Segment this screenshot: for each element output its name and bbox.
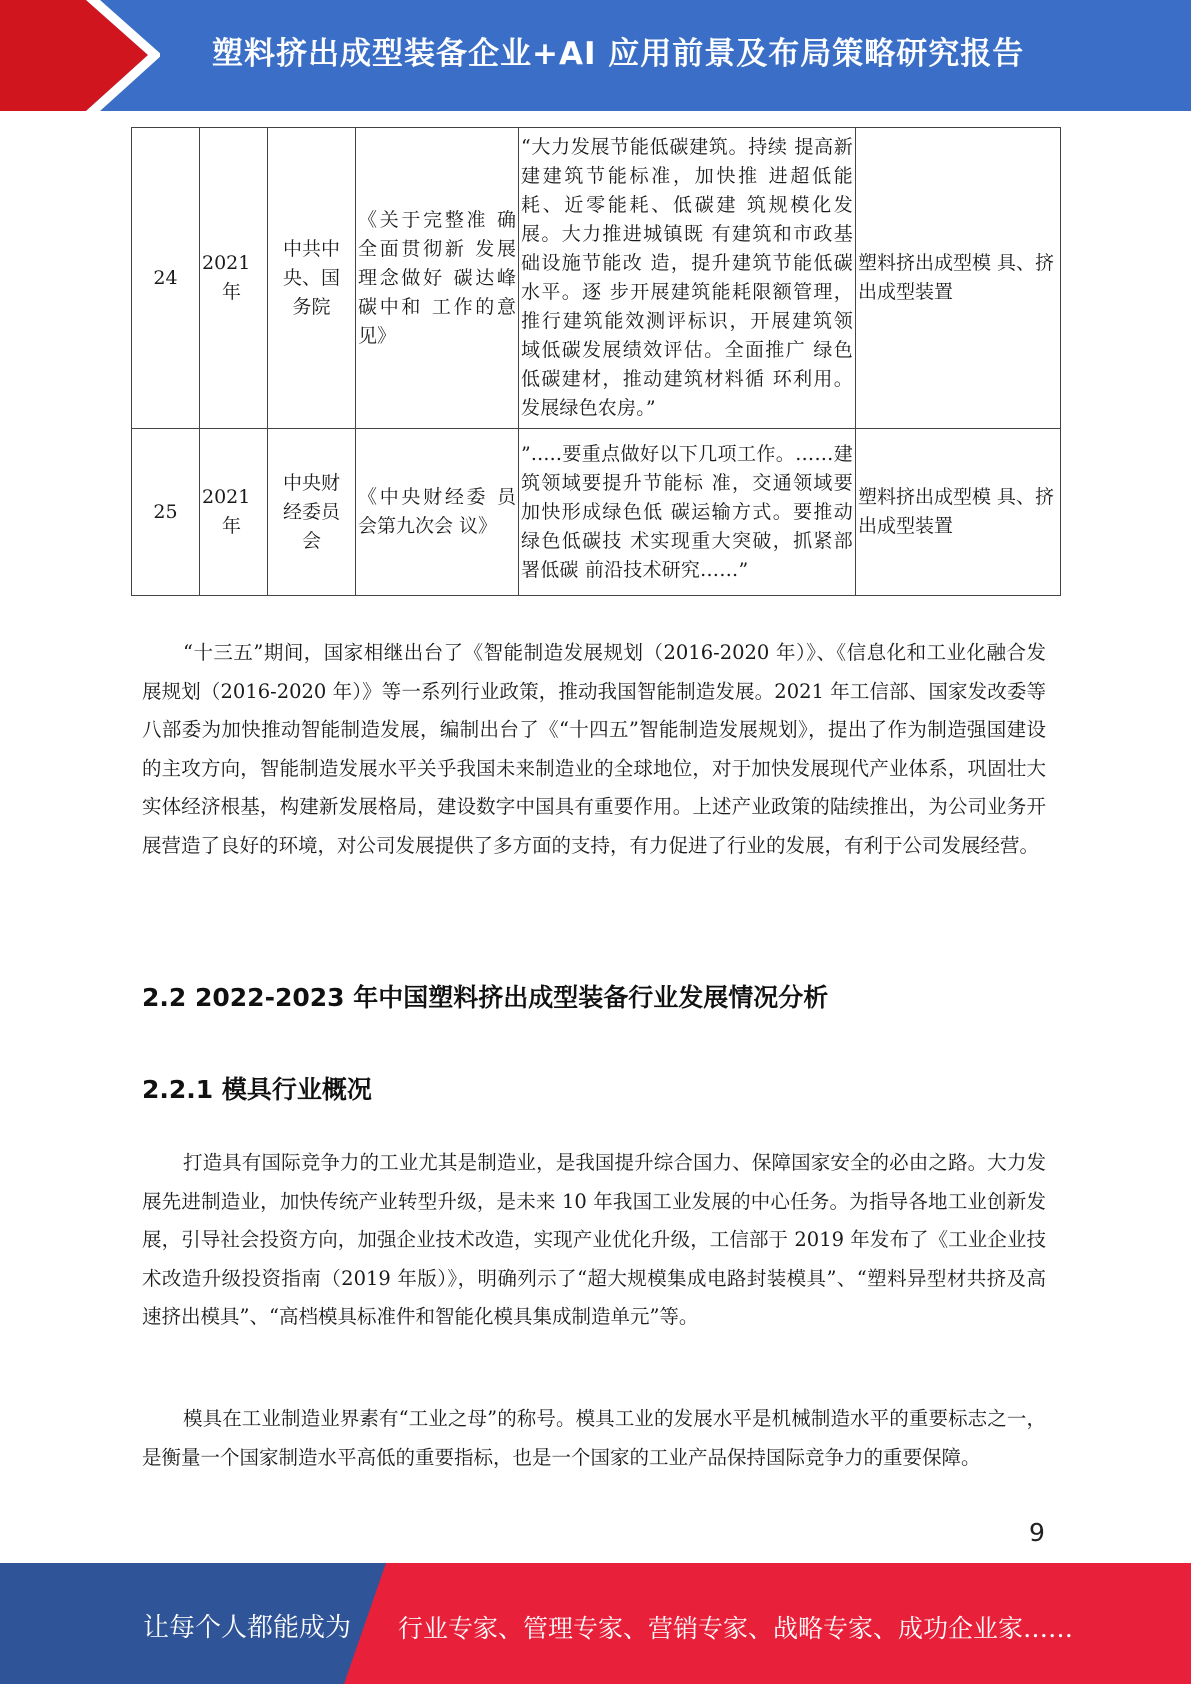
policy-table [131, 127, 1061, 596]
page-header [0, 0, 1191, 111]
row-year: 2021 年 [200, 128, 268, 429]
footer-slogan-right: 行业专家、管理专家、营销专家、战略专家、成功企业家…… [398, 1614, 1074, 1643]
page-footer [0, 1563, 1191, 1684]
paragraph-policy-summary: “十三五”期间，国家相继出台了《智能制造发展规划（2016-2020 年）》、《信息化和工业化融合发展规划（2016-2020 年）》等一系列行业政策，推动我国智能制造发展。2021 年工信部、国家发改委等八部委为加快推动智能制造发展，编制出台了《“十四五”智能制造发展规划》，提出了作为制造强国建设的主攻方向，智能制造发展水平关乎我国未来制造业的全球地位，对于加快发展现代产业体系，巩固壮大实体经济根基，构建新发展格局，建设数字中国具有重要作用。上述产业政策的陆续推出，为公司业务开展营造了良好的环境，对公司发展提供了多方面的支持，有力促进了行业的发展，有利于公司发展经营。 [142, 641, 1046, 857]
header-arrow-decoration [0, 0, 160, 111]
row-product: 塑料挤出成型模 具、挤出成型装置 [856, 429, 1061, 596]
row-content: “大力发展节能低碳建筑。持续 提高新建建筑节能标准，加快推 进超低能耗、近零能耗、低碳建 筑规模化发展。大力推进城镇既 有建筑和市政基础设施节能改 造，提升建筑节能低碳水平。逐 步开展建筑能耗限额管理，推行建筑能效测评标识，开展建筑领 域低碳发展绩效评估。全面推广 绿色低碳建材，推动建筑材料循 环利用。发展绿色农房。” [519, 128, 856, 429]
row-issuer: 中央财 经委员 会 [268, 429, 356, 596]
paragraph-mold-industry: 打造具有国际竞争力的工业尤其是制造业，是我国提升综合国力、保障国家安全的必由之路。大力发展先进制造业，加快传统产业转型升级，是未来 10 年我国工业发展的中心任务。为指导各地工业创新发展，引导社会投资方向，加强企业技术改造，实现产业优化升级，工信部于 2019 年发布了《工业企业技术改造升级投资指南（2019 年版）》，明确列示了“超大规模集成电路封装模具”、“塑料异型材共挤及高速挤出模具”、“高档模具标准件和智能化模具集成制造单元”等。 [142, 1151, 1046, 1328]
subsection-heading: 2.2.1 模具行业概况 [142, 1075, 372, 1104]
report-title: 塑料挤出成型装备企业+AI 应用前景及布局策略研究报告 [212, 36, 1025, 72]
footer-slogan-left: 让每个人都能成为 [143, 1613, 352, 1643]
row-content: ”.....要重点做好以下几项工作。……建筑领域要提升节能标 准，交通领域要加快形成绿色低 碳运输方式。要推动绿色低碳技 术实现重大突破，抓紧部署低碳 前沿技术研究……” [519, 429, 856, 596]
page-number: 9 [1029, 1518, 1045, 1547]
row-number: 24 [132, 128, 200, 429]
paragraph-mold-importance: 模具在工业制造业界素有“工业之母”的称号。模具工业的发展水平是机械制造水平的重要标志之一，是衡量一个国家制造水平高低的重要指标，也是一个国家的工业产品保持国际竞争力的重要保障。 [142, 1407, 1046, 1469]
row-document: 《关于完整准 确全面贯彻新 发展理念做好 碳达峰碳中和 工作的意见》 [356, 128, 519, 429]
section-heading: 2.2 2022-2023 年中国塑料挤出成型装备行业发展情况分析 [142, 983, 829, 1012]
row-year: 2021 年 [200, 429, 268, 596]
table-row [132, 128, 1061, 429]
row-issuer: 中共中 央、国 务院 [268, 128, 356, 429]
row-document: 《中央财经委 员会第九次会 议》 [356, 429, 519, 596]
row-number: 25 [132, 429, 200, 596]
row-product: 塑料挤出成型模 具、挤出成型装置 [856, 128, 1061, 429]
table-row [132, 429, 1061, 596]
